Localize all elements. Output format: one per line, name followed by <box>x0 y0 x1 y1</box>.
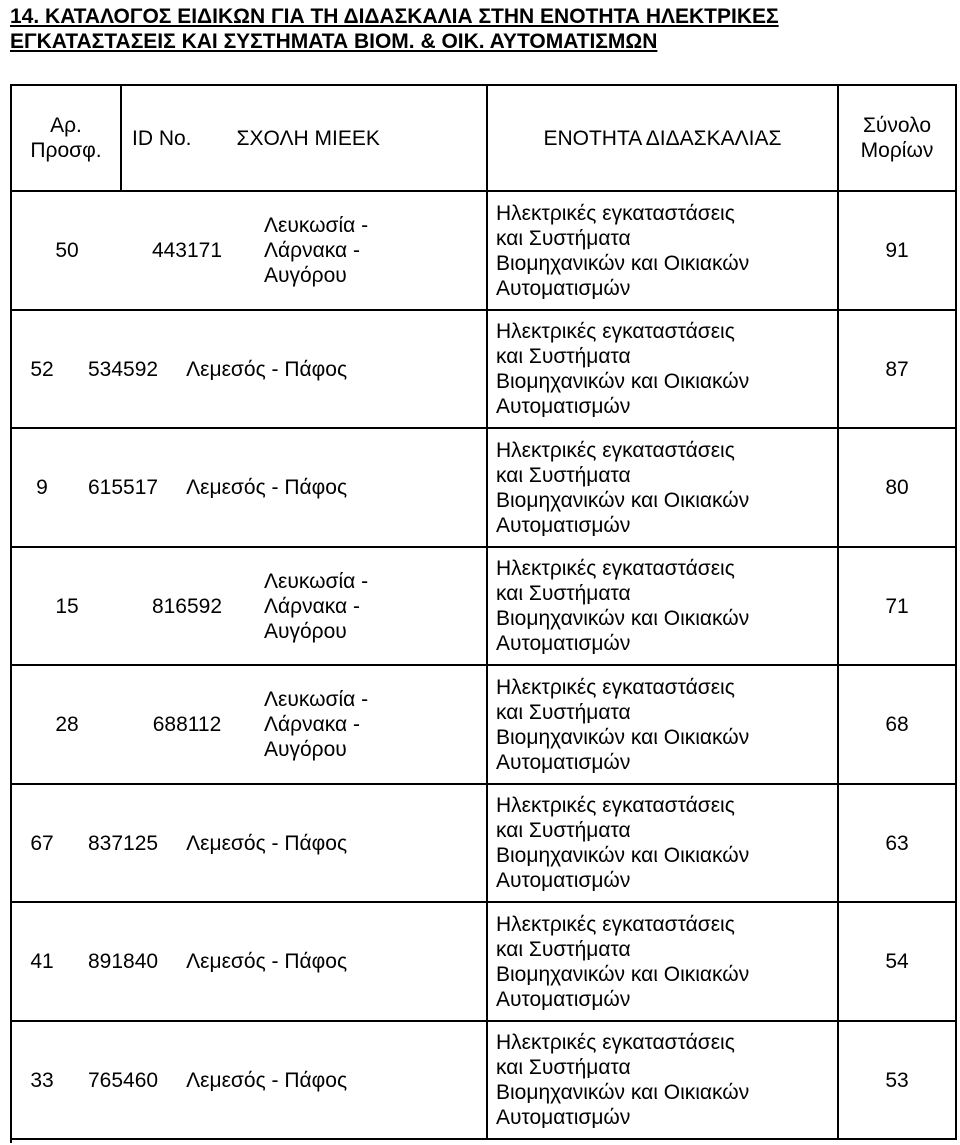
unit-line: Αυτοματισμών <box>496 1106 631 1129</box>
cell-total <box>839 192 957 311</box>
cell-total <box>839 785 957 903</box>
unit-line: και Συστήματα <box>496 937 631 961</box>
id-value: 891840 <box>88 950 159 973</box>
unit-line: Βιομηχανικών και Οικιακών <box>496 844 750 867</box>
id-value: 816592 <box>151 594 223 618</box>
school-line: Αυγόρου <box>264 619 347 643</box>
unit-line: Βιομηχανικών και Οικιακών <box>496 725 750 749</box>
header-id: ID No. <box>132 126 192 150</box>
title-line-1: 14. ΚΑΤΑΛΟΓΟΣ ΕΙΔΙΚΩΝ ΓΙΑ ΤΗ ΔΙΔΑΣΚΑΛΙΑ ΣΤΗΝ ΕΝΟΤΗΤΑ ΗΛΕΚΤΡΙΚΕΣ <box>10 5 779 28</box>
unit-line: και Συστήματα <box>496 582 631 605</box>
school-line: Λάρνακα - <box>264 239 360 262</box>
header-total-line1: Σύνολο <box>862 114 932 137</box>
cell-total <box>839 666 957 785</box>
header-school: ΣΧΟΛΗ ΜΙΕΕΚ <box>236 126 380 150</box>
unit-line: Ηλεκτρικές εγκαταστάσεις <box>496 912 735 936</box>
unit-line: και Συστήματα <box>496 819 631 842</box>
header-total <box>839 86 957 192</box>
ar-value: 50 <box>55 239 79 262</box>
title-line-2: ΕΓΚΑΤΑΣΤΑΣΕΙΣ ΚΑΙ ΣΥΣΤΗΜΑΤΑ ΒΙΟΜ. & ΟΙΚ. ΑΥΤΟΜΑΤΙΣΜΩΝ <box>10 30 658 53</box>
ar-value: 67 <box>30 831 54 855</box>
unit-line: Βιομηχανικών και Οικιακών <box>496 251 750 275</box>
unit-line: Ηλεκτρικές εγκαταστάσεις <box>496 675 735 699</box>
unit-line: Ηλεκτρικές εγκαταστάσεις <box>496 557 735 580</box>
cell-total <box>839 429 957 548</box>
unit-line: Αυτοματισμών <box>496 395 631 418</box>
total-value: 71 <box>885 594 909 618</box>
school-line: Λάρνακα - <box>264 713 360 736</box>
cell-id <box>122 548 252 666</box>
school-line: Λευκωσία - <box>264 688 369 711</box>
school-line: Λάρνακα - <box>264 594 360 618</box>
unit-line: Βιομηχανικών και Οικιακών <box>496 370 750 393</box>
id-value: 688112 <box>152 713 222 736</box>
cell-ar <box>12 666 122 785</box>
unit-line: Αυτοματισμών <box>496 632 631 655</box>
cell-unit <box>488 1022 839 1140</box>
unit-line: και Συστήματα <box>496 700 631 724</box>
cell-unit <box>488 429 839 548</box>
cell-total <box>839 1022 957 1140</box>
ar-value: 15 <box>55 594 79 618</box>
cell-unit <box>488 666 839 785</box>
unit-line: Ηλεκτρικές εγκαταστάσεις <box>496 320 735 343</box>
id-value: 765460 <box>88 1068 159 1092</box>
cell-unit <box>488 903 839 1022</box>
unit-line: και Συστήματα <box>496 226 631 250</box>
header-ar-line1: Αρ. <box>50 114 82 137</box>
cell-ar-id-school <box>12 785 488 903</box>
cell-total <box>839 903 957 1022</box>
ar-value: 41 <box>30 950 54 973</box>
header-unit <box>488 86 839 192</box>
id-value: 534592 <box>88 357 159 381</box>
school-line: Λεμεσός - Πάφος <box>186 1068 348 1092</box>
cell-unit <box>488 192 839 311</box>
header-id-and-school <box>122 86 488 192</box>
unit-line: Αυτοματισμών <box>496 513 631 537</box>
total-value: 54 <box>885 950 909 973</box>
unit-line: Βιομηχανικών και Οικιακών <box>496 488 750 512</box>
cell-ar <box>12 548 122 666</box>
ar-value: 9 <box>36 476 48 499</box>
cell-ar-id-school <box>12 311 488 429</box>
unit-line: και Συστήματα <box>496 345 631 368</box>
cell-school <box>252 548 488 666</box>
unit-line: Βιομηχανικών και Οικιακών <box>496 962 750 986</box>
cell-school <box>252 192 488 311</box>
unit-line: Αυτοματισμών <box>496 987 631 1011</box>
ar-value: 28 <box>55 713 79 736</box>
total-value: 68 <box>885 713 909 736</box>
total-value: 91 <box>885 239 909 262</box>
total-value: 63 <box>885 831 909 855</box>
specialists-table <box>10 84 957 1143</box>
cell-ar-id-school <box>12 429 488 548</box>
cell-id <box>122 666 252 785</box>
header-ar-line2: Προσφ. <box>30 139 102 162</box>
cell-total <box>839 311 957 429</box>
unit-line: Ηλεκτρικές εγκαταστάσεις <box>496 1031 735 1054</box>
total-value: 80 <box>885 476 909 499</box>
school-line: Αυγόρου <box>264 738 347 761</box>
cell-unit <box>488 311 839 429</box>
school-line: Λεμεσός - Πάφος <box>186 357 348 381</box>
ar-value: 33 <box>30 1068 54 1092</box>
unit-line: και Συστήματα <box>496 463 631 487</box>
school-line: Λευκωσία - <box>264 569 369 593</box>
cell-id <box>122 192 252 311</box>
school-line: Λεμεσός - Πάφος <box>186 476 348 499</box>
header-ar <box>12 86 122 192</box>
cell-school <box>252 666 488 785</box>
cell-ar <box>12 192 122 311</box>
total-value: 87 <box>885 357 909 381</box>
cell-unit <box>488 548 839 666</box>
unit-line: Βιομηχανικών και Οικιακών <box>496 1081 750 1104</box>
unit-line: Αυτοματισμών <box>496 276 631 300</box>
id-value: 443171 <box>151 239 223 262</box>
id-value: 615517 <box>88 476 159 499</box>
unit-line: και Συστήματα <box>496 1056 631 1079</box>
header-total-line2: Μορίων <box>860 139 934 162</box>
school-line: Λεμεσός - Πάφος <box>186 831 348 855</box>
cell-ar-id-school <box>12 903 488 1022</box>
cell-total <box>839 548 957 666</box>
ar-value: 52 <box>30 357 54 381</box>
unit-line: Ηλεκτρικές εγκαταστάσεις <box>496 201 735 225</box>
cell-ar-id-school <box>12 1022 488 1140</box>
document-title <box>10 4 955 54</box>
unit-line: Αυτοματισμών <box>496 869 631 892</box>
total-value: 53 <box>885 1068 909 1092</box>
cell-unit <box>488 785 839 903</box>
id-value: 837125 <box>88 831 159 855</box>
unit-line: Αυτοματισμών <box>496 750 631 774</box>
unit-line: Ηλεκτρικές εγκαταστάσεις <box>496 794 735 817</box>
unit-line: Ηλεκτρικές εγκαταστάσεις <box>496 438 735 462</box>
unit-line: Βιομηχανικών και Οικιακών <box>496 607 750 630</box>
header-unit-label: ΕΝΟΤΗΤΑ ΔΙΔΑΣΚΑΛΙΑΣ <box>543 126 782 150</box>
school-line: Λεμεσός - Πάφος <box>186 950 348 973</box>
school-line: Λευκωσία - <box>264 214 369 237</box>
school-line: Αυγόρου <box>264 264 347 287</box>
